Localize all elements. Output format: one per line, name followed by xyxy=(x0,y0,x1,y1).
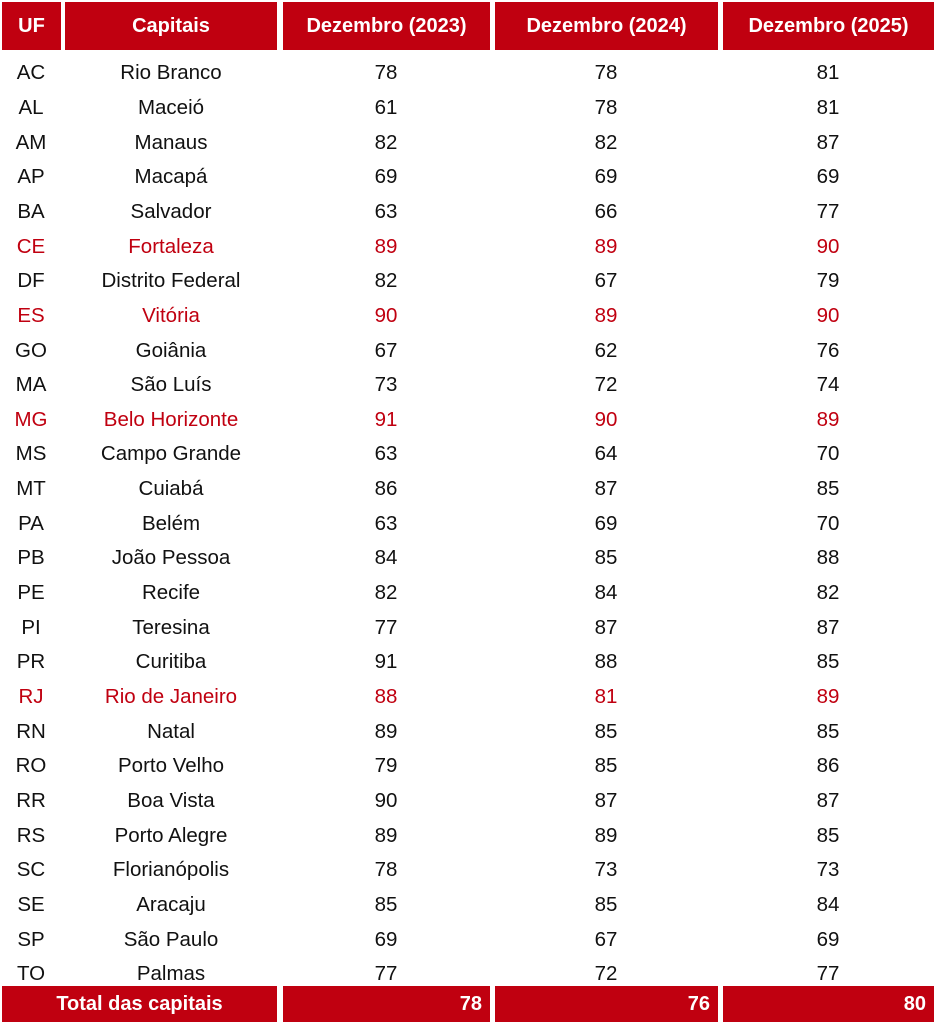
table-row xyxy=(0,610,938,645)
cell-capital: Cuiabá xyxy=(138,477,204,501)
cell-2023: 91 xyxy=(374,650,398,674)
cell-2025: 70 xyxy=(816,511,840,535)
cell-uf: MT xyxy=(16,477,46,501)
cell-uf: MS xyxy=(15,442,47,466)
cell-capital: Campo Grande xyxy=(100,442,242,466)
table-row xyxy=(0,888,938,923)
cell-2024: 82 xyxy=(594,130,618,154)
cell-uf: RR xyxy=(16,788,46,812)
cell-2025: 90 xyxy=(816,303,840,327)
cell-2025: 90 xyxy=(816,234,840,258)
table-row xyxy=(0,160,938,195)
cell-2023: 63 xyxy=(374,442,398,466)
cell-capital: Porto Alegre xyxy=(114,823,228,847)
table-row xyxy=(0,680,938,715)
cell-uf: SP xyxy=(17,927,45,951)
cell-capital: Fortaleza xyxy=(128,234,214,258)
cell-2025: 89 xyxy=(816,685,840,708)
table-row xyxy=(0,264,938,299)
cell-2025: 79 xyxy=(816,269,840,293)
cell-2023: 69 xyxy=(374,165,398,189)
total-2025: 80 xyxy=(723,986,934,1022)
cell-capital: Natal xyxy=(147,719,195,743)
cell-2023: 82 xyxy=(374,581,398,605)
cell-2024: 84 xyxy=(594,581,618,605)
cell-2024: 62 xyxy=(594,338,618,362)
cell-2024: 78 xyxy=(594,61,618,85)
cell-uf: SE xyxy=(17,892,45,916)
cell-2023: 73 xyxy=(374,373,398,397)
cell-2024: 85 xyxy=(594,546,618,570)
cell-2024: 67 xyxy=(594,927,618,951)
cell-2025: 87 xyxy=(816,130,840,154)
cell-2024: 85 xyxy=(594,754,618,778)
cell-uf: GO xyxy=(15,338,47,362)
cell-capital: Vitória xyxy=(142,303,200,327)
cell-capital: Belém xyxy=(141,511,201,535)
cell-2025: 81 xyxy=(816,61,840,85)
total-2024: 76 xyxy=(495,986,718,1022)
cell-2025: 84 xyxy=(816,892,840,916)
cell-2025: 85 xyxy=(816,477,840,501)
cell-uf: PA xyxy=(18,511,44,535)
cell-2025: 85 xyxy=(816,823,840,847)
header-capitais: Capitais xyxy=(65,2,277,50)
table-row xyxy=(0,714,938,749)
cell-2024: 66 xyxy=(594,199,618,223)
table-row xyxy=(0,56,938,91)
cell-2023: 89 xyxy=(374,234,398,258)
cell-capital: Goiânia xyxy=(135,338,207,362)
cell-uf: CE xyxy=(16,234,46,258)
cell-2023: 61 xyxy=(374,95,398,119)
cell-2024: 85 xyxy=(594,892,618,916)
cell-uf: PI xyxy=(21,615,41,639)
cell-uf: DF xyxy=(17,269,45,293)
table-row xyxy=(0,333,938,368)
header-uf: UF xyxy=(2,2,61,50)
table-row xyxy=(0,437,938,472)
cell-2025: 88 xyxy=(816,546,840,570)
cell-2024: 72 xyxy=(594,962,618,986)
table-row xyxy=(0,818,938,853)
cell-capital: Boa Vista xyxy=(127,788,215,812)
table-row xyxy=(0,541,938,576)
cell-capital: Porto Velho xyxy=(118,754,224,778)
cell-2025: 77 xyxy=(816,199,840,223)
table-row xyxy=(0,91,938,126)
cell-2024: 72 xyxy=(594,373,618,397)
cell-capital: Aracaju xyxy=(136,892,206,916)
table-row xyxy=(0,368,938,403)
cell-2024: 89 xyxy=(594,823,618,847)
cell-2025: 85 xyxy=(816,719,840,743)
table-row xyxy=(0,784,938,819)
table-row xyxy=(0,749,938,784)
header-2024: Dezembro (2024) xyxy=(495,2,718,50)
header-2025: Dezembro (2025) xyxy=(723,2,934,50)
table-row xyxy=(0,922,938,957)
cell-2025: 89 xyxy=(816,407,840,431)
cell-capital: Distrito Federal xyxy=(101,269,241,293)
cell-2024: 69 xyxy=(594,165,618,189)
table-row xyxy=(0,853,938,888)
cell-2025: 74 xyxy=(816,373,840,397)
cell-2023: 85 xyxy=(374,892,398,916)
cell-2025: 87 xyxy=(816,788,840,812)
cell-uf: SC xyxy=(16,858,46,882)
cell-2025: 69 xyxy=(816,927,840,951)
cell-2025: 76 xyxy=(816,338,840,362)
cell-2023: 90 xyxy=(374,303,398,327)
cell-2025: 87 xyxy=(816,615,840,639)
table-row xyxy=(0,576,938,611)
cell-2024: 73 xyxy=(594,858,618,882)
cell-2024: 88 xyxy=(594,650,618,674)
cell-capital: Rio de Janeiro xyxy=(104,685,238,708)
table-row xyxy=(0,195,938,230)
cell-uf: AM xyxy=(15,130,47,154)
table-row xyxy=(0,472,938,507)
cell-2025: 85 xyxy=(816,650,840,674)
table-row xyxy=(0,229,938,264)
cell-2023: 78 xyxy=(374,858,398,882)
cell-2024: 89 xyxy=(594,234,618,258)
cell-2023: 84 xyxy=(374,546,398,570)
cell-uf: MA xyxy=(15,373,47,397)
cell-2024: 64 xyxy=(594,442,618,466)
table-row xyxy=(0,506,938,541)
cell-capital: São Paulo xyxy=(123,927,219,951)
total-2023: 78 xyxy=(283,986,490,1022)
cell-2024: 81 xyxy=(594,685,618,708)
cell-capital: Macapá xyxy=(134,165,208,189)
cell-capital: Salvador xyxy=(130,199,212,223)
cell-2023: 77 xyxy=(374,615,398,639)
cell-uf: PB xyxy=(17,546,45,570)
cell-2024: 87 xyxy=(594,788,618,812)
cell-uf: RO xyxy=(15,754,47,778)
cell-2023: 78 xyxy=(374,61,398,85)
cell-uf: AC xyxy=(16,61,46,85)
cell-capital: Palmas xyxy=(136,962,206,986)
cell-capital: Belo Horizonte xyxy=(103,407,239,431)
cell-uf: RS xyxy=(16,823,46,847)
cell-capital: São Luís xyxy=(130,373,212,397)
cell-2025: 69 xyxy=(816,165,840,189)
cell-2023: 88 xyxy=(374,685,398,708)
cell-2025: 70 xyxy=(816,442,840,466)
cell-2023: 79 xyxy=(374,754,398,778)
table-row xyxy=(0,645,938,680)
cell-2024: 90 xyxy=(594,407,618,431)
cell-2024: 87 xyxy=(594,615,618,639)
cell-2023: 82 xyxy=(374,130,398,154)
cell-capital: Teresina xyxy=(132,615,210,639)
cell-2023: 63 xyxy=(374,199,398,223)
cell-2025: 82 xyxy=(816,581,840,605)
cell-uf: MG xyxy=(14,407,48,431)
cell-uf: PE xyxy=(17,581,45,605)
cell-2023: 86 xyxy=(374,477,398,501)
header-2023: Dezembro (2023) xyxy=(283,2,490,50)
cell-2023: 77 xyxy=(374,962,398,986)
cell-capital: Maceió xyxy=(137,95,205,119)
cell-uf: ES xyxy=(17,303,45,327)
cell-uf: RN xyxy=(16,719,46,743)
cell-2023: 90 xyxy=(374,788,398,812)
cell-2024: 69 xyxy=(594,511,618,535)
cell-2023: 67 xyxy=(374,338,398,362)
cell-uf: AL xyxy=(18,95,44,119)
cell-2025: 86 xyxy=(816,754,840,778)
cell-capital: Recife xyxy=(141,581,201,605)
table-row xyxy=(0,299,938,334)
cell-2023: 89 xyxy=(374,823,398,847)
cell-uf: PR xyxy=(16,650,46,674)
cell-2023: 89 xyxy=(374,719,398,743)
cell-2025: 77 xyxy=(816,962,840,986)
cell-capital: Curitiba xyxy=(135,650,207,674)
cell-2024: 85 xyxy=(594,719,618,743)
table-row xyxy=(0,125,938,160)
total-label: Total das capitais xyxy=(2,986,277,1022)
cell-uf: AP xyxy=(17,165,45,189)
cell-2025: 81 xyxy=(816,95,840,119)
cell-capital: Florianópolis xyxy=(112,858,230,882)
cell-uf: RJ xyxy=(18,685,44,708)
cell-2024: 89 xyxy=(594,303,618,327)
cell-2023: 91 xyxy=(374,407,398,431)
cell-2024: 78 xyxy=(594,95,618,119)
cell-2023: 69 xyxy=(374,927,398,951)
cell-capital: Manaus xyxy=(134,130,208,154)
cell-uf: BA xyxy=(17,199,45,223)
cell-2024: 87 xyxy=(594,477,618,501)
cell-2024: 67 xyxy=(594,269,618,293)
cell-capital: João Pessoa xyxy=(111,546,231,570)
table-row xyxy=(0,403,938,438)
cell-capital: Rio Branco xyxy=(120,61,222,85)
cell-2023: 63 xyxy=(374,511,398,535)
cell-2023: 82 xyxy=(374,269,398,293)
cell-uf: TO xyxy=(16,962,46,986)
cell-2025: 73 xyxy=(816,858,840,882)
